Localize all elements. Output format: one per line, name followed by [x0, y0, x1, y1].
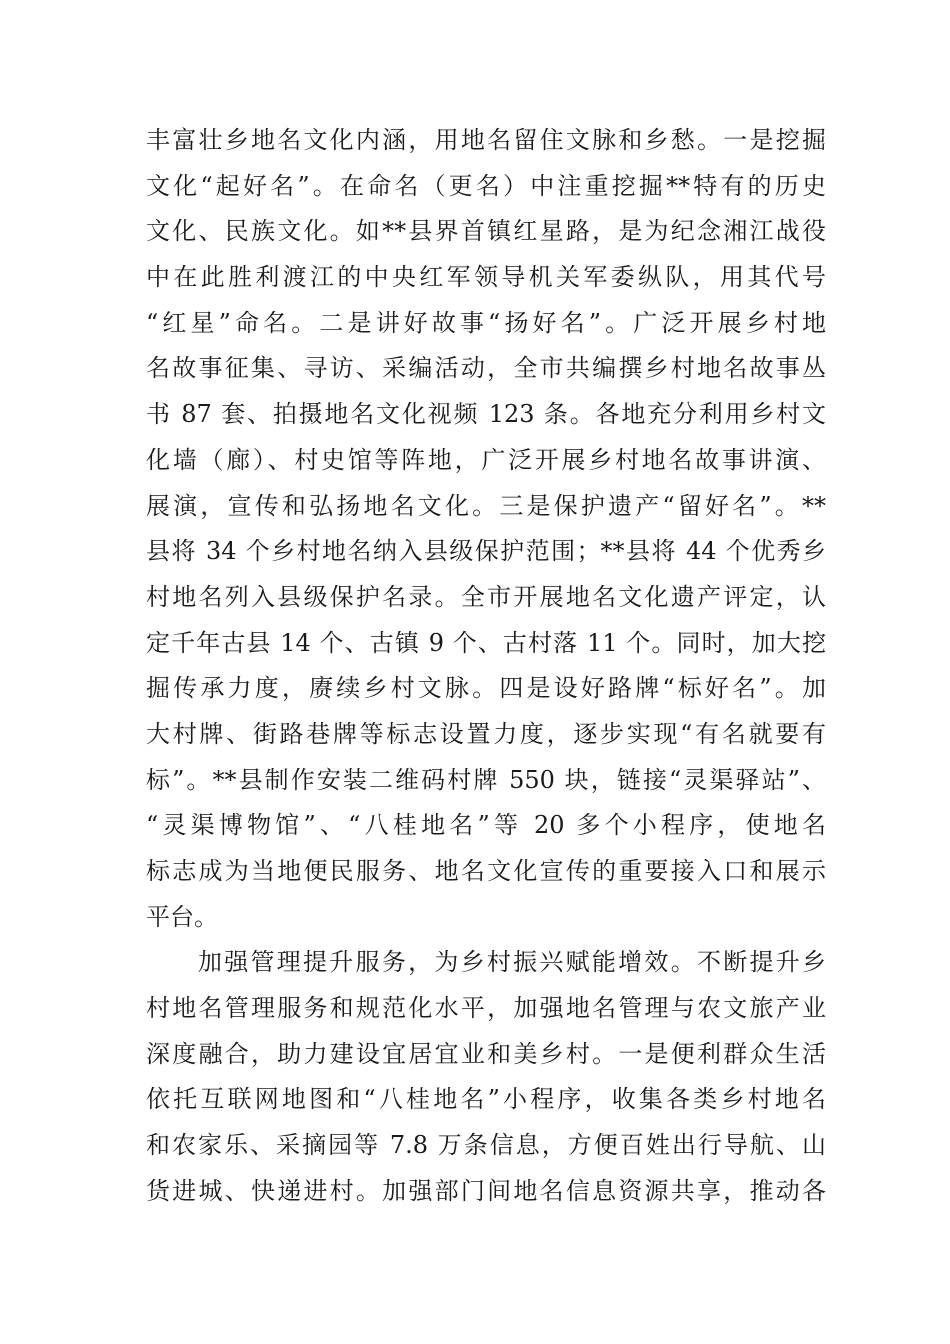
paragraph-line: 文化、民族文化。如**县界首镇红星路，是为纪念湘江战役 — [146, 217, 826, 246]
document-body — [146, 118, 826, 1215]
paragraph-line: “灵渠博物馆”、“八桂地名”等 20 多个小程序，使地名 — [146, 811, 826, 840]
paragraph-line: 定千年古县 14 个、古镇 9 个、古村落 11 个。同时，加大挖 — [146, 628, 826, 657]
paragraph-line: 县将 34 个乡村地名纳入县级保护范围；**县将 44 个优秀乡 — [146, 537, 826, 566]
paragraph-line: 标”。**县制作安装二维码村牌 550 块，链接“灵渠驿站”、 — [146, 765, 826, 794]
paragraph-1 — [146, 118, 826, 940]
paragraph-line: 深度融合，助力建设宜居宜业和美乡村。一是便利群众生活 — [146, 1039, 826, 1068]
paragraph-line: 文化“起好名”。在命名（更名）中注重挖掘**特有的历史 — [146, 171, 826, 200]
paragraph-line: 货进城、快递进村。加强部门间地名信息资源共享，推动各 — [146, 1176, 826, 1205]
paragraph-line: 书 87 套、拍摄地名文化视频 123 条。各地充分利用乡村文 — [146, 400, 826, 429]
paragraph-line: 标志成为当地便民服务、地名文化宣传的重要接入口和展示 — [146, 857, 826, 885]
paragraph-line: “红星”命名。二是讲好故事“扬好名”。广泛开展乡村地 — [146, 308, 826, 337]
paragraph-line: 展演，宣传和弘扬地名文化。三是保护遗产“留好名”。** — [146, 491, 826, 520]
paragraph-line: 依托互联网地图和“八桂地名”小程序，收集各类乡村地名 — [146, 1085, 826, 1114]
paragraph-line: 丰富壮乡地名文化内涵，用地名留住文脉和乡愁。一是挖掘 — [146, 126, 826, 154]
paragraph-2 — [146, 940, 826, 1214]
paragraph-line: 村地名管理服务和规范化水平，加强地名管理与农文旅产业 — [146, 994, 826, 1023]
paragraph-line: 大村牌、街路巷牌等标志设置力度，逐步实现“有名就要有 — [146, 719, 826, 748]
paragraph-line: 中在此胜利渡江的中央红军领导机关军委纵队，用其代号 — [146, 263, 826, 292]
paragraph-line: 村地名列入县级保护名录。全市开展地名文化遗产评定，认 — [146, 582, 826, 611]
paragraph-line: 平台。 — [146, 902, 218, 931]
paragraph-line: 加强管理提升服务，为乡村振兴赋能增效。不断提升乡 — [198, 948, 826, 977]
paragraph-line: 化墙（廊）、村史馆等阵地，广泛开展乡村地名故事讲演、 — [146, 445, 826, 474]
paragraph-line: 名故事征集、寻访、采编活动，全市共编撰乡村地名故事丛 — [146, 354, 826, 383]
paragraph-line: 和农家乐、采摘园等 7.8 万条信息，方便百姓出行导航、山 — [146, 1131, 826, 1160]
paragraph-line: 掘传承力度，赓续乡村文脉。四是设好路牌“标好名”。加 — [146, 674, 826, 703]
